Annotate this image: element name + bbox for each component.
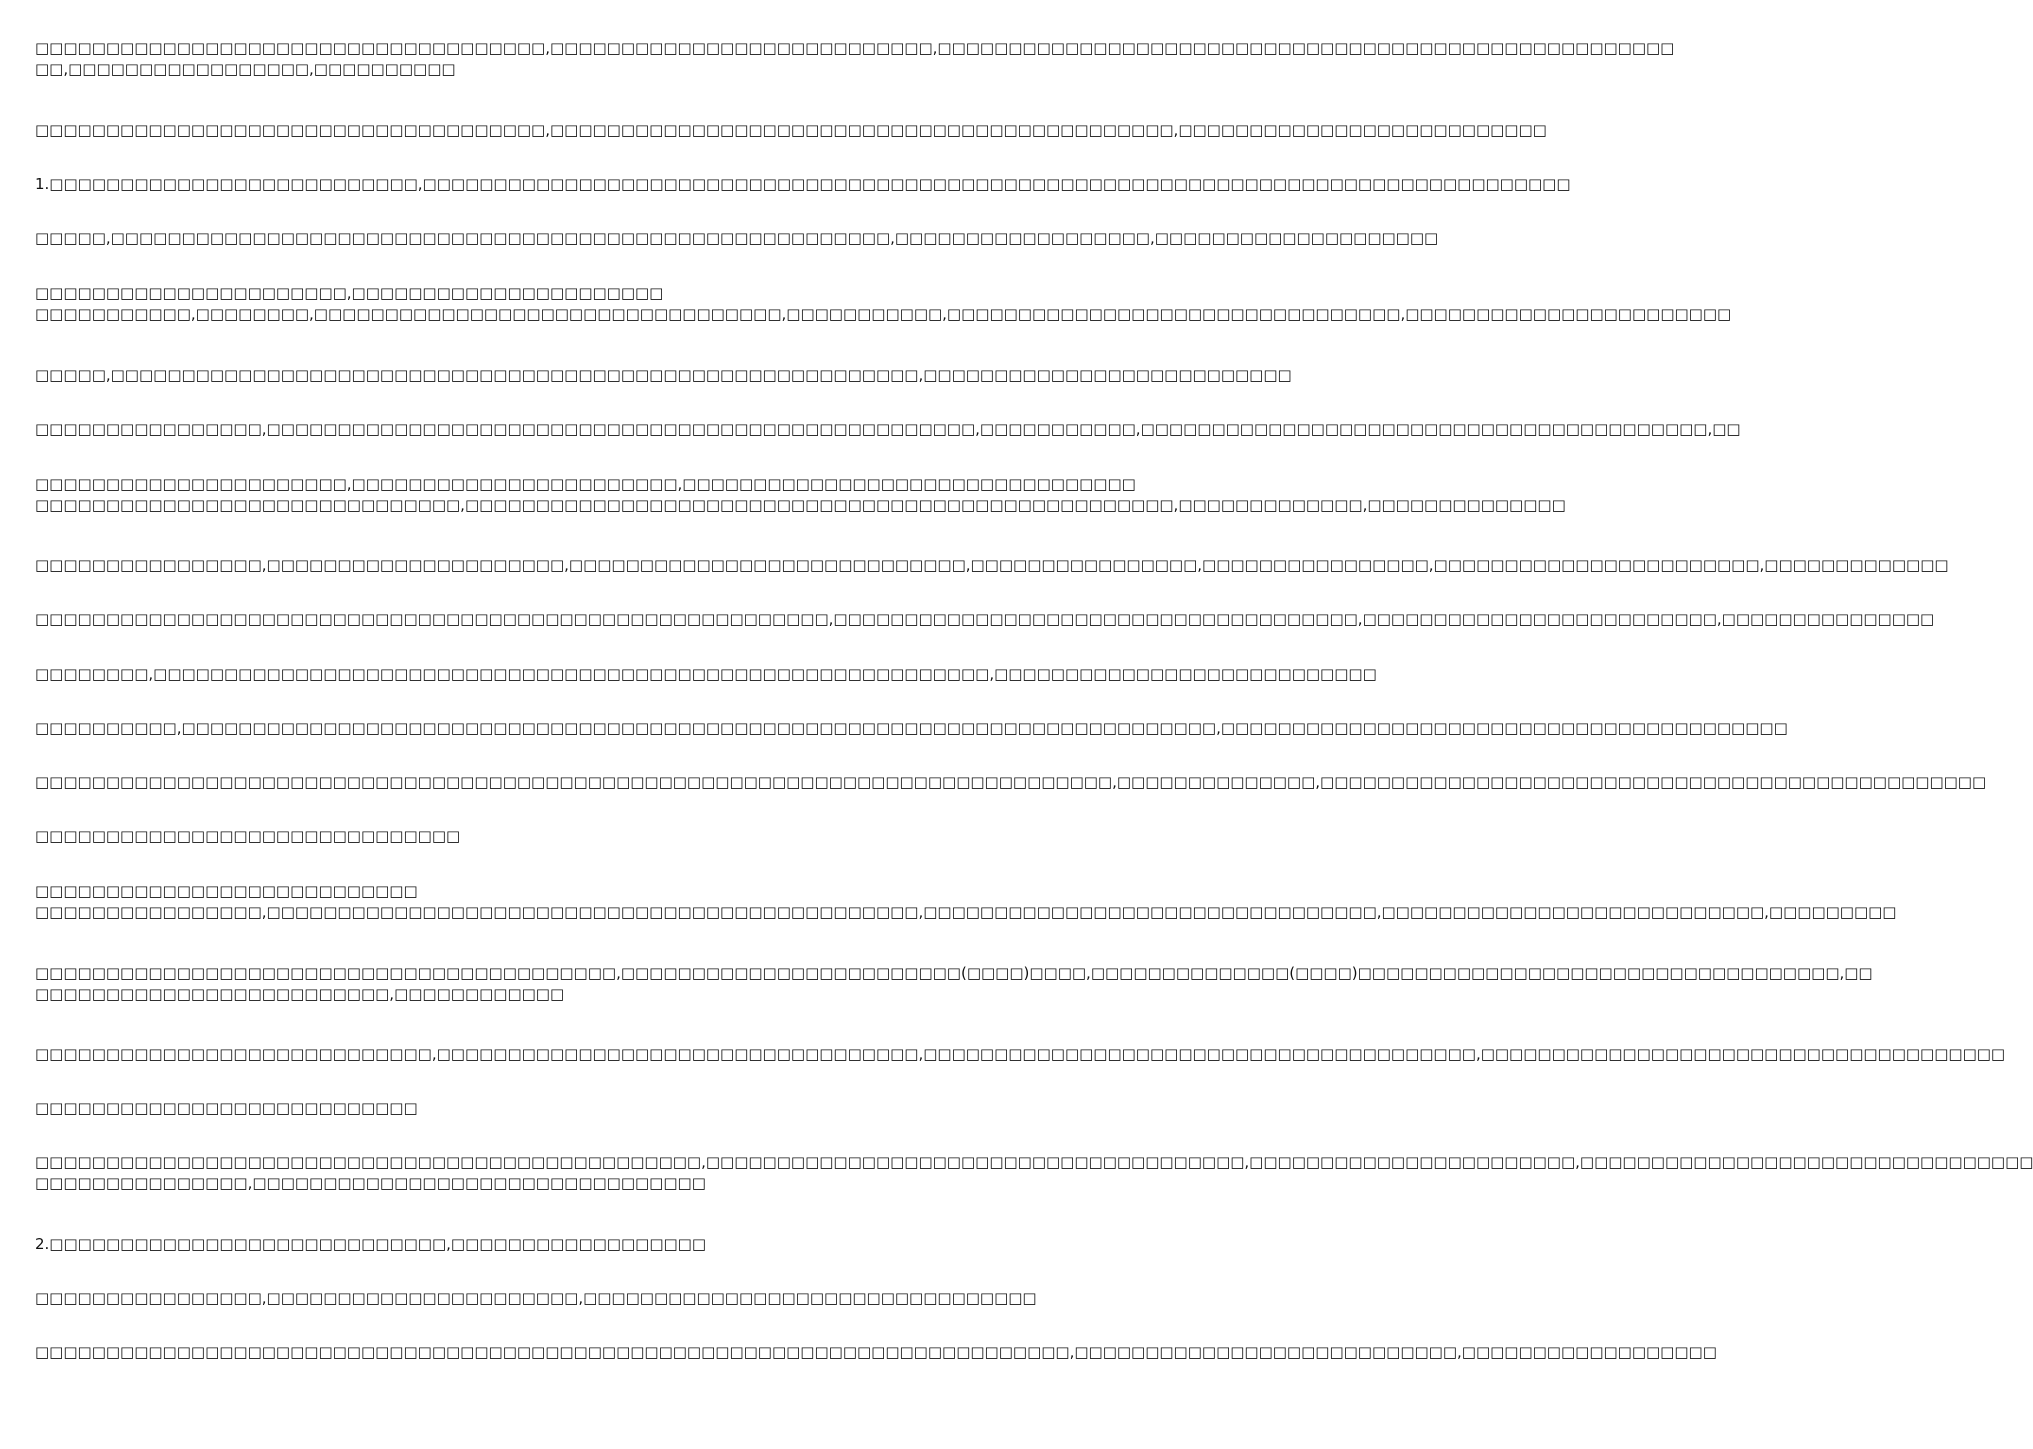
paragraph-line: □□□□□□□□□□□□□□□□□□□□□□□□□□□□□□,□□□□□□□□□□□□□□□□□□□□□□□□□□□□□□□□□□□□□□□□□□□□□□□□□□,□□□□□□□□□□□□□,□□□□□□□□□□□□□□ xyxy=(35,496,1566,514)
paragraph xyxy=(35,1152,2033,1194)
paragraph xyxy=(35,1288,1037,1309)
paragraph-line: □□□□□□□□□□□□□□□□□□□□□□,□□□□□□□□□□□□□□□□□□□□□□ xyxy=(35,284,664,302)
paragraph-line: □□□□□□□□□□□□□□□,□□□□□□□□□□□□□□□□□□□□□□□□□□□□□□□□ xyxy=(35,1174,706,1192)
paragraph-line: □□□□□□□□□□□□□□□□□□□□□□□□□□□□□□□□□□□□□□□□□□□□□□□□□□□□□□□□,□□□□□□□□□□□□□□□□□□□□□□□□□□□□□□□□□□□□□,□□□□□□□□□□□□□□□□□□□□□□□□□,□□□□□□□□□□□□□□□ xyxy=(35,610,1935,628)
paragraph-line: 2.□□□□□□□□□□□□□□□□□□□□□□□□□□□□,□□□□□□□□□□□□□□□□□□ xyxy=(35,1235,707,1253)
paragraph-line: □□□□□□□□□□□□□□□□,□□□□□□□□□□□□□□□□□□□□□□□□□□□□□□□□□□□□□□□□□□□□□□,□□□□□□□□□□□□□□□□□□□□□□□□□□□□□□□□,□□□□□□□□□□□□□□□□□□□□□□□□□□□,□□□□□□□□□ xyxy=(35,903,1897,921)
paragraph-line: □□□□□□□□□□□□□□□□,□□□□□□□□□□□□□□□□□□□□□,□□□□□□□□□□□□□□□□□□□□□□□□□□□□,□□□□□□□□□□□□□□□□,□□□□□□□□□□□□□□□□,□□□□□□□□□□□□□□□□□□□□□□□,□□□□□□□□□□□□□ xyxy=(35,556,1949,574)
paragraph xyxy=(35,1098,990,1119)
paragraph-line: □□,□□□□□□□□□□□□□□□□□,□□□□□□□□□□ xyxy=(35,60,456,78)
paragraph-line: □□□□□□□□□□□□□□□□□□□□□□□□□□□ xyxy=(35,1099,418,1117)
document-page xyxy=(35,38,2033,1418)
paragraph-line: □□□□□□□□□□□□□□□□,□□□□□□□□□□□□□□□□□□□□□□□□□□□□□□□□□□□□□□□□□□□□□□□□□□,□□□□□□□□□□□,□□□□□□□□□□□□□□□□□□□□□□□□□□□□□□□□□□□□□□□□,□□ xyxy=(35,420,1741,438)
paragraph xyxy=(35,174,1571,195)
paragraph-line: □□□□□□□□□□□□□□□□□□□□□□□□□,□□□□□□□□□□□□ xyxy=(35,985,565,1003)
paragraph xyxy=(35,365,1292,386)
paragraph xyxy=(35,718,1788,739)
paragraph xyxy=(35,555,1949,576)
paragraph-line: □□□□□□□□□□□□□□□□□□□□□□,□□□□□□□□□□□□□□□□□□□□□□□,□□□□□□□□□□□□□□□□□□□□□□□□□□□□□□□□ xyxy=(35,475,1136,493)
paragraph xyxy=(35,228,1439,249)
paragraph xyxy=(35,963,1873,1005)
paragraph-line: □□□□□□□□□□□□□□□□□□□□□□□□□□□□□□□□□□□□,□□□□□□□□□□□□□□□□□□□□□□□□□□□□□□□□□□□□□□□□□□□□,□□□□□□□□□□□□□□□□□□□□□□□□□□ xyxy=(35,121,1547,139)
paragraph xyxy=(35,1234,990,1255)
paragraph-line: □□□□□□□□□□□□□□□□□□□□□□□□□□□□□□□□□□□□□□□□□□□□□□□,□□□□□□□□□□□□□□□□□□□□□□□□□□□□□□□□□□□□□□,□□□□□□□□□□□□□□□□□□□□□□□,□□□□□□□□□□□□□□□□□□□□□□□□□□□□□□□□ xyxy=(35,1153,2033,1171)
paragraph xyxy=(35,38,1675,80)
paragraph xyxy=(35,1342,1717,1363)
paragraph xyxy=(35,826,990,847)
paragraph-line: □□□□□□□□□□□□□□□□□□□□□□□□□□□□□□□□□□□□□□□□□,□□□□□□□□□□□□□□□□□□□□□□□□(□□□□)□□□□,□□□□□□□□□□□□□□(□□□□)□□□□□□□□□□□□□□□□□□□□□□□□□□□□□□□□□□,□□ xyxy=(35,964,1873,982)
paragraph-line: □□□□□□□□□□□□□□□□,□□□□□□□□□□□□□□□□□□□□□□,□□□□□□□□□□□□□□□□□□□□□□□□□□□□□□□□ xyxy=(35,1289,1037,1307)
paragraph xyxy=(35,1044,2006,1065)
paragraph-line: □□□□□□□□□□□□□□□□□□□□□□□□□□□□□□□□□□□□,□□□□□□□□□□□□□□□□□□□□□□□□□□□,□□□□□□□□□□□□□□□□□□□□□□□□□□□□□□□□□□□□□□□□□□□□□□□□□□□□ xyxy=(35,39,1675,57)
paragraph-line: □□□□□□□□,□□□□□□□□□□□□□□□□□□□□□□□□□□□□□□□□□□□□□□□□□□□□□□□□□□□□□□□□□□□,□□□□□□□□□□□□□□□□□□□□□□□□□□□ xyxy=(35,665,1377,683)
paragraph xyxy=(35,881,1897,923)
paragraph-line: □□□□□□□□□□□,□□□□□□□□,□□□□□□□□□□□□□□□□□□□□□□□□□□□□□□□□□,□□□□□□□□□□□,□□□□□□□□□□□□□□□□□□□□□□□□□□□□□□□□,□□□□□□□□□□□□□□□□□□□□□□□ xyxy=(35,305,1732,323)
paragraph xyxy=(35,419,1741,440)
paragraph xyxy=(35,474,1566,516)
paragraph xyxy=(35,120,1547,141)
paragraph-line: □□□□□,□□□□□□□□□□□□□□□□□□□□□□□□□□□□□□□□□□□□□□□□□□□□□□□□□□□□□□□□□,□□□□□□□□□□□□□□□□□□□□□□□□□□ xyxy=(35,366,1292,384)
paragraph-line: □□□□□,□□□□□□□□□□□□□□□□□□□□□□□□□□□□□□□□□□□□□□□□□□□□□□□□□□□□□□□,□□□□□□□□□□□□□□□□□□,□□□□□□□□□□□□□□□□□□□□ xyxy=(35,229,1439,247)
paragraph xyxy=(35,772,1987,793)
paragraph-line: □□□□□□□□□□□□□□□□□□□□□□□□□□□□□□□□□□□□□□□□□□□□□□□□□□□□□□□□□□□□□□□□□□□□□□□□□□□□,□□□□□□□□□□□□□□,□□□□□□□□□□□□□□□□□□□□□□□□□□□□□□□□□□□□□□□□□□□□□□□ xyxy=(35,773,1987,791)
paragraph-line: □□□□□□□□□□□□□□□□□□□□□□□□□□□□□□□□□□□□□□□□□□□□□□□□□□□□□□□□□□□□□□□□□□□□□□□□□,□□□□□□□□□□□□□□□□□□□□□□□□□□□,□□□□□□□□□□□□□□□□□□ xyxy=(35,1343,1717,1361)
paragraph-line: □□□□□□□□□□□□□□□□□□□□□□□□□□□□,□□□□□□□□□□□□□□□□□□□□□□□□□□□□□□□□□□,□□□□□□□□□□□□□□□□□□□□□□□□□□□□□□□□□□□□□□□,□□□□□□□□□□□□□□□□□□□□□□□□□□□□□□□□□□□□□ xyxy=(35,1045,2006,1063)
paragraph xyxy=(35,664,1377,685)
paragraph-line: □□□□□□□□□□□□□□□□□□□□□□□□□□□□□□ xyxy=(35,827,461,845)
paragraph xyxy=(35,609,1935,630)
paragraph xyxy=(35,283,1732,325)
paragraph-line: □□□□□□□□□□,□□□□□□□□□□□□□□□□□□□□□□□□□□□□□□□□□□□□□□□□□□□□□□□□□□□□□□□□□□□□□□□□□□□□□□□□□,□□□□□□□□□□□□□□□□□□□□□□□□□□□□□□□□□□□□□□□□ xyxy=(35,719,1788,737)
paragraph-line: 1.□□□□□□□□□□□□□□□□□□□□□□□□□□,□□□□□□□□□□□□□□□□□□□□□□□□□□□□□□□□□□□□□□□□□□□□□□□□□□□□□□□□□□□□□□□□□□□□□□□□□□□□□□□□□ xyxy=(35,175,1571,193)
paragraph-line: □□□□□□□□□□□□□□□□□□□□□□□□□□□ xyxy=(35,882,418,900)
